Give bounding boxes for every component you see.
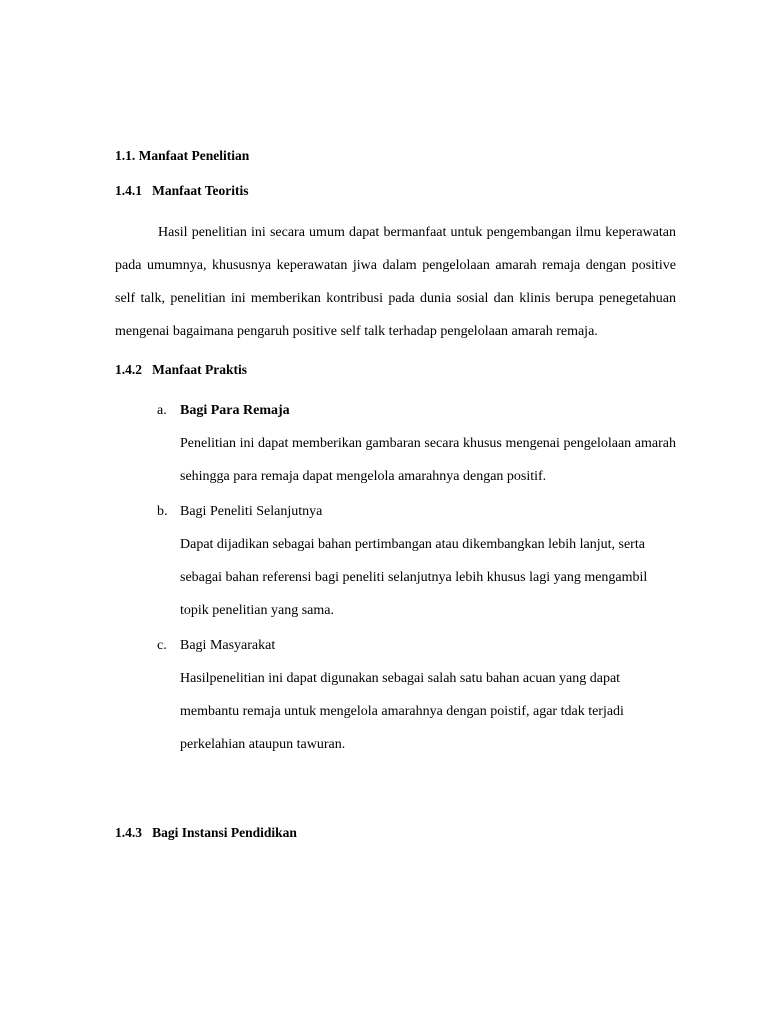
list-marker-b: b. — [157, 503, 168, 519]
manfaat-praktis-list — [115, 394, 676, 761]
list-marker-c: c. — [157, 637, 167, 653]
subsection-heading-manfaat-teoritis: 1.4.1 Manfaat Teoritis — [115, 183, 249, 199]
list-item-title-bagi-masyarakat: Bagi Masyarakat — [180, 637, 276, 653]
list-item-body-bagi-para-remaja: Penelitian ini dapat memberikan gambaran secara khusus mengenai pengelolaan amarah sehingga para remaja dapat mengelola amarahnya dengan positif. — [180, 435, 676, 484]
list-item-title-bagi-peneliti-selanjutnya: Bagi Peneliti Selanjutnya — [180, 503, 323, 519]
section-heading-manfaat-penelitian: 1.1. Manfaat Penelitian — [115, 148, 250, 163]
list-marker-a: a. — [157, 402, 167, 418]
list-item — [115, 629, 676, 761]
subsection-heading-manfaat-praktis: 1.4.2 Manfaat Praktis — [115, 362, 247, 378]
list-item-body-bagi-masyarakat: Hasilpenelitian ini dapat digunakan sebagai salah satu bahan acuan yang dapat membantu remaja untuk mengelola amarahnya dengan poistif, agar tdak terjadi perkelahian ataupun tawuran. — [180, 670, 624, 752]
document-content — [115, 148, 676, 841]
subsection-heading-bagi-instansi-pendidikan: 1.4.3 Bagi Instansi Pendidikan — [115, 824, 297, 840]
list-item-title-bagi-para-remaja: Bagi Para Remaja — [180, 402, 290, 418]
list-item — [115, 394, 676, 493]
list-item-body-bagi-peneliti-selanjutnya: Dapat dijadikan sebagai bahan pertimbangan atau dikembangkan lebih lanjut, serta sebagai bahan referensi bagi peneliti selanjutnya lebih khusus lagi yang mengambil topik penelitian yang sama. — [180, 536, 648, 618]
list-item — [115, 495, 676, 627]
paragraph-manfaat-teoritis: Hasil penelitian ini secara umum dapat bermanfaat untuk pengembangan ilmu keperawatan pada umumnya, khususnya keperawatan jiwa dalam pengelolaan amarah remaja dengan positive self talk, penelitian ini memberikan kontribusi pada dunia sosial dan klinis berupa penegetahuan mengenai bagaimana pengaruh positive self talk terhadap pengelolaan amarah remaja. — [115, 225, 676, 340]
